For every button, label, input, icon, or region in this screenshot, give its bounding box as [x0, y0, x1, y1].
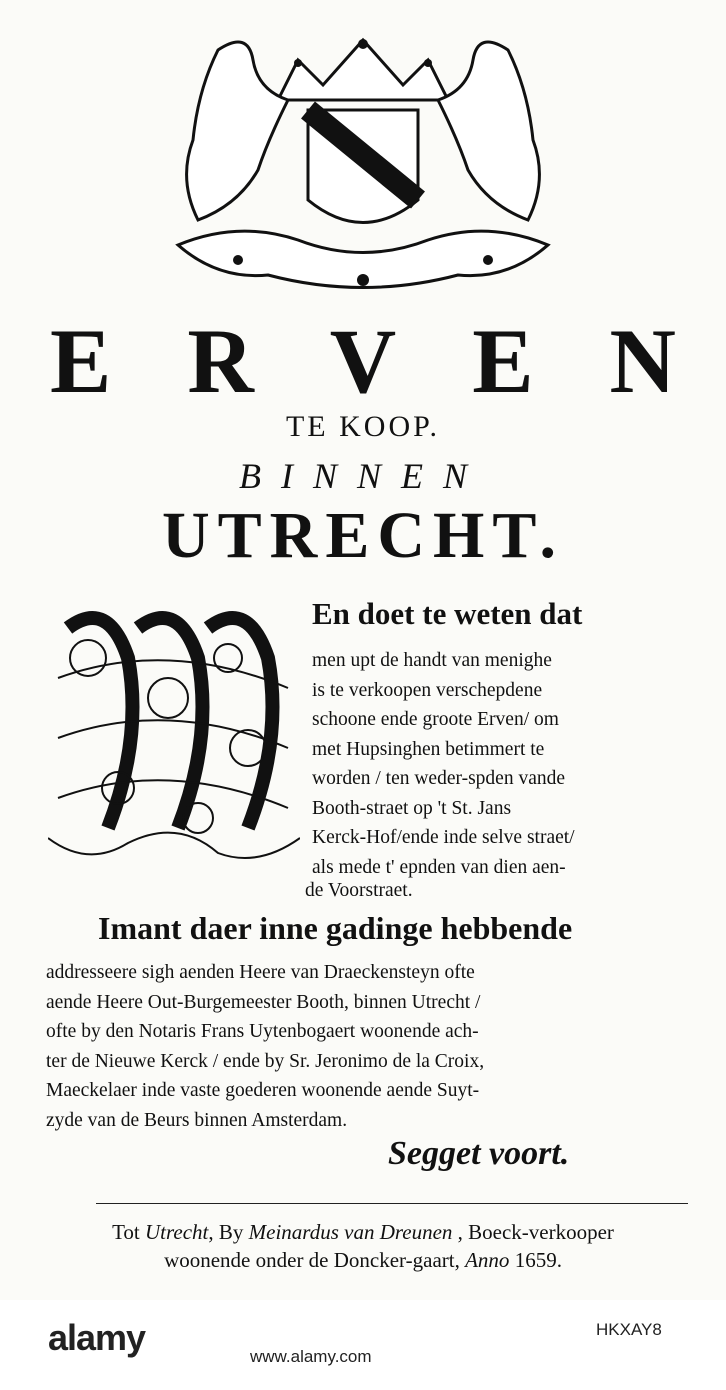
body-line-last: de Voorstraet.: [305, 880, 413, 901]
title-letter: R: [187, 310, 254, 412]
imprint-anno: Anno: [465, 1248, 510, 1272]
contact-line: zyde van de Beurs binnen Amsterdam.: [46, 1109, 348, 1131]
opening-line: En doet te weten dat: [312, 596, 583, 631]
decorative-initial-w-icon: [48, 598, 300, 868]
contact-line: ofte by den Notaris Frans Uytenbogaert woonende ach-: [46, 1021, 479, 1042]
imprint-text: , By: [208, 1220, 249, 1244]
contact-line: addresseere sigh aenden Heere van Draeckensteyn ofte: [46, 962, 475, 983]
divider: [96, 1203, 688, 1204]
announcement-body: [312, 646, 678, 882]
imprint-text: woonende onder de Doncker-gaart,: [164, 1248, 466, 1272]
title-letter: E: [472, 310, 534, 412]
coat-of-arms-illustration: [158, 30, 568, 300]
city-heading: UTRECHT.: [162, 499, 564, 572]
contact-line: aende Heere Out-Burgemeester Booth, binnen Utrecht /: [46, 991, 481, 1013]
title-erven: [50, 310, 676, 412]
body-line: met Hupsinghen betimmert te: [312, 738, 545, 760]
body-line: worden / ten weder-spden vande: [312, 768, 566, 789]
imprint: [0, 1218, 726, 1274]
imprint-year: 1659.: [509, 1248, 562, 1272]
footer-url: www.alamy.com: [250, 1347, 372, 1366]
body-line: Kerck-Hof/ende inde selve straet/: [312, 827, 575, 848]
image-id: HKXAY8: [596, 1320, 662, 1339]
subtitle: TE KOOP.: [285, 410, 440, 443]
body-line: als mede t' epnden van dien aen-: [312, 856, 566, 878]
imprint-line-2: [0, 1246, 726, 1274]
contact-line: Maeckelaer inde vaste goederen woonende aende Suyt-: [46, 1080, 480, 1101]
body-line: is te verkoopen verschepdene: [312, 679, 543, 701]
left-lion-icon: [187, 42, 288, 220]
body-line: schoone ende groote Erven/ om: [312, 709, 559, 730]
imprint-line-1: [0, 1218, 726, 1246]
title-letter: E: [50, 310, 112, 412]
second-heading: Imant daer inne gadinge hebbende: [98, 910, 573, 946]
right-lion-icon: [438, 42, 539, 220]
imprint-text: Tot: [112, 1220, 146, 1244]
imprint-text: , Boeck-verkooper: [452, 1220, 614, 1244]
body-line: Booth-straet op 't St. Jans: [312, 797, 512, 819]
title-letter: N: [609, 310, 676, 412]
body-line: men upt de handt van menighe: [312, 650, 552, 671]
alamy-logo: alamy: [48, 1317, 146, 1358]
contact-paragraph: [46, 958, 686, 1135]
title-letter: V: [329, 310, 397, 412]
contact-line: ter de Nieuwe Kerck / ende by Sr. Jeronimo de la Croix,: [46, 1050, 485, 1072]
imprint-printer: Meinardus van Dreunen: [248, 1220, 453, 1244]
imprint-city: Utrecht: [145, 1220, 209, 1244]
closing-line: Segget voort.: [388, 1135, 570, 1172]
binnen-line: BINNEN: [238, 456, 487, 496]
